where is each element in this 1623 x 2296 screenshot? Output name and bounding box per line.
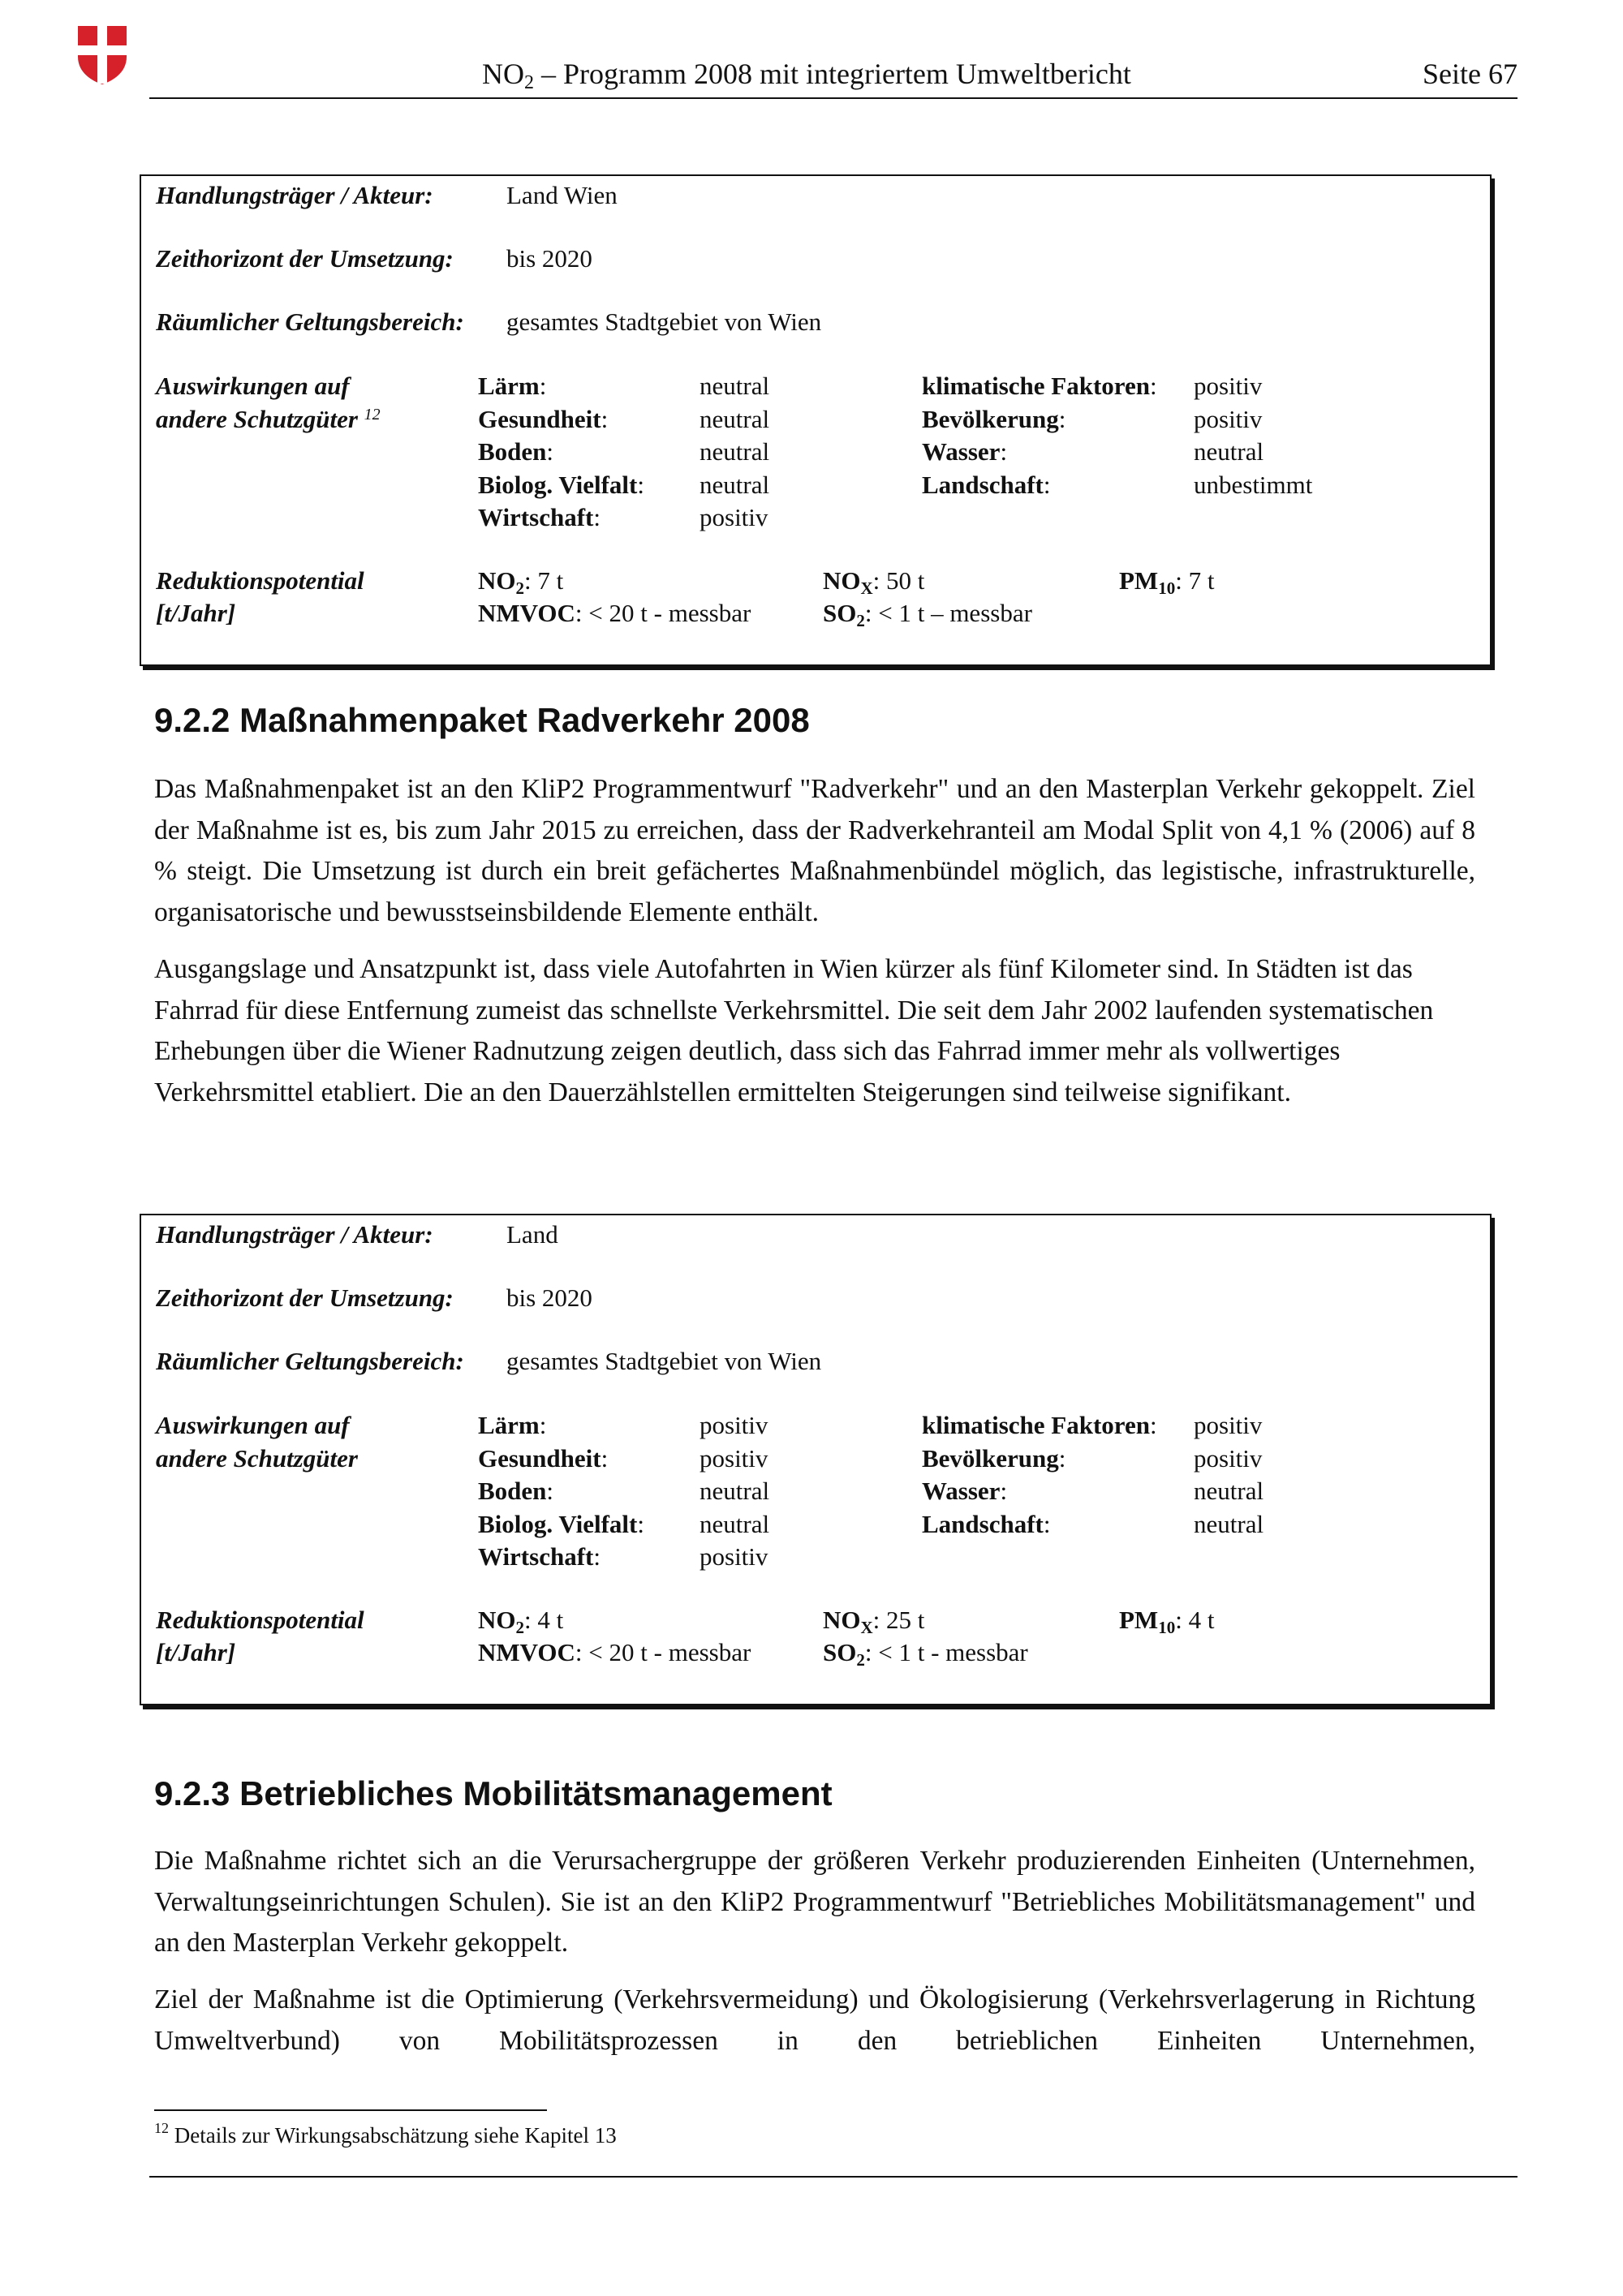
reduction-pm10: $PM_{10}$: 7 t — [1119, 566, 1215, 598]
effect-laerm-value: neutral — [700, 372, 770, 400]
measure-info-box-1 — [140, 174, 1492, 666]
effect-klima-value: positiv — [1194, 372, 1263, 400]
reduction-no2: $NO_2$: 7 t — [478, 566, 564, 598]
paragraph-922-1: Das Maßnahmenpaket ist an den KliP2 Programmentwurf "Radverkehr" und an den Masterplan Verkehr gekoppelt. Ziel der Maßnahme ist es, bis zum Jahr 2015 zu erreichen, dass der Radverkehranteil am Modal Split von 4,1 % (2006) auf 8 % steigt. Die Umsetzung ist durch ein breit gefächertes Maßnahmenbündel möglich, das legistische, infrastrukturelle, organisatorische und bewusstseinsbildende Elemente enthält. — [154, 774, 1475, 927]
reduction-so2: $SO_2$: < 1 t – messbar — [823, 599, 1032, 630]
effect-landschaft: Landschaft: — [922, 1510, 1051, 1538]
geltungsbereich-label: Räumlicher Geltungsbereich: — [156, 1347, 464, 1375]
effect-wasser: Wasser: — [922, 1477, 1008, 1505]
measure-info-box-2 — [140, 1214, 1492, 1705]
effect-gesundheit: Gesundheit: — [478, 405, 609, 433]
page-number: Seite 67 — [1423, 58, 1518, 90]
auswirkungen-label-line2: andere Schutzgüter $^{12}$ — [156, 405, 381, 433]
effect-boden: Boden: — [478, 1477, 554, 1505]
effect-boden: Boden: — [478, 437, 554, 466]
reduction-nox: $NO_X$: 50 t — [823, 566, 925, 598]
effect-gesundheit-value: neutral — [700, 405, 770, 433]
auswirkungen-label-line2: andere Schutzgüter — [156, 1444, 358, 1473]
reduction-nmvoc: NMVOC: < 20 t - messbar — [478, 1638, 751, 1666]
akteur-label: Handlungsträger / Akteur: — [156, 1220, 433, 1249]
section-heading-923: 9.2.3 Betriebliches Mobilitätsmanagement — [154, 1774, 833, 1812]
effect-bevoelkerung-value: positiv — [1194, 1444, 1263, 1473]
effect-bevoelkerung: Bevölkerung: — [922, 405, 1066, 433]
effect-laerm: Lärm: — [478, 372, 547, 400]
akteur-value: Land — [506, 1220, 558, 1249]
effect-biolog-value: neutral — [700, 1510, 770, 1538]
page-header — [149, 57, 1518, 99]
effect-klima-value: positiv — [1194, 1411, 1263, 1439]
effect-bevoelkerung: Bevölkerung: — [922, 1444, 1066, 1473]
reduction-so2: $SO_2$: < 1 t - messbar — [823, 1638, 1028, 1670]
zeithorizont-label: Zeithorizont der Umsetzung: — [156, 1283, 454, 1312]
footnote-ref: 12 — [364, 406, 381, 424]
document-title: $NO_2$ – Programm 2008 mit integriertem Umweltbericht — [482, 58, 1131, 93]
reduction-no2: $NO_2$: 4 t — [478, 1606, 564, 1637]
effect-landschaft: Landschaft: — [922, 471, 1051, 499]
paragraph-922-2: Ausgangslage und Ansatzpunkt ist, dass viele Autofahrten in Wien kürzer als fünf Kilometer sind. In Städten ist das Fahrrad für diese Entfernung zumeist das schnellste Verkehrsmittel. Die seit dem Jahr 2002 laufenden systematischen Erhebungen über die Wiener Radnutzung zeigen deutlich, dass sich das Fahrrad immer mehr als vollwertiges Verkehrsmittel etabliert. Die an den Dauerzählstellen ermittelten Steigerungen sind teilweise signifikant. — [154, 954, 1434, 1107]
effect-wirtschaft-value: positiv — [700, 1542, 768, 1571]
reduktion-label-line2: [t/Jahr] — [156, 1638, 236, 1666]
effect-gesundheit: Gesundheit: — [478, 1444, 609, 1473]
vienna-coat-of-arms-logo — [76, 24, 128, 86]
effect-gesundheit-value: positiv — [700, 1444, 768, 1473]
effect-bevoelkerung-value: positiv — [1194, 405, 1263, 433]
reduktion-label-line1: Reduktionspotential — [156, 1606, 364, 1634]
effect-klima: klimatische Faktoren: — [922, 1411, 1157, 1439]
effect-wirtschaft: Wirtschaft: — [478, 503, 601, 531]
effect-laerm: Lärm: — [478, 1411, 547, 1439]
reduction-nmvoc: NMVOC: < 20 t - messbar — [478, 599, 751, 627]
reduktion-label-line1: Reduktionspotential — [156, 566, 364, 595]
auswirkungen-label-line1: Auswirkungen auf — [156, 1411, 350, 1439]
paragraph-923-2: Ziel der Maßnahme ist die Optimierung (Verkehrsvermeidung) und Ökologisierung (Verkehrsverlagerung in Richtung Umweltverbund) von Mobilitätsprozessen in den betrieblichen Einheiten Unternehmen, — [154, 1984, 1475, 2056]
reduction-nox: $NO_X$: 25 t — [823, 1606, 925, 1637]
effect-boden-value: neutral — [700, 437, 770, 466]
footnote-separator — [154, 2109, 547, 2111]
zeithorizont-value: bis 2020 — [506, 1283, 592, 1312]
effect-wasser: Wasser: — [922, 437, 1008, 466]
effect-wasser-value: neutral — [1194, 437, 1264, 466]
page-footer-rule — [149, 2176, 1518, 2178]
geltungsbereich-value: gesamtes Stadtgebiet von Wien — [506, 1347, 822, 1375]
footnote: $^{12}$ Details zur Wirkungsabschätzung siehe Kapitel 13 — [154, 2120, 617, 2148]
paragraph-923-1: Die Maßnahme richtet sich an die Verursachergruppe der größeren Verkehr produzierenden Einheiten (Unternehmen, Verwaltungseinrichtungen Schulen). Sie ist an den KliP2 Programmentwurf "Betriebliches Mobilitätsmanagement" und an den Masterplan Verkehr gekoppelt. — [154, 1846, 1475, 1958]
effect-biolog: Biolog. Vielfalt: — [478, 1510, 644, 1538]
effect-biolog-value: neutral — [700, 471, 770, 499]
effect-landschaft-value: neutral — [1194, 1510, 1264, 1538]
effect-wirtschaft-value: positiv — [700, 503, 768, 531]
effect-landschaft-value: unbestimmt — [1194, 471, 1313, 499]
zeithorizont-value: bis 2020 — [506, 244, 592, 273]
auswirkungen-label-line1: Auswirkungen auf — [156, 372, 350, 400]
effect-laerm-value: positiv — [700, 1411, 768, 1439]
geltungsbereich-value: gesamtes Stadtgebiet von Wien — [506, 307, 822, 336]
effect-biolog: Biolog. Vielfalt: — [478, 471, 644, 499]
cross-horizontal — [78, 45, 127, 55]
reduction-pm10: $PM_{10}$: 4 t — [1119, 1606, 1215, 1637]
effect-wirtschaft: Wirtschaft: — [478, 1542, 601, 1571]
akteur-label: Handlungsträger / Akteur: — [156, 181, 433, 209]
zeithorizont-label: Zeithorizont der Umsetzung: — [156, 244, 454, 273]
effect-boden-value: neutral — [700, 1477, 770, 1505]
geltungsbereich-label: Räumlicher Geltungsbereich: — [156, 307, 464, 336]
effect-wasser-value: neutral — [1194, 1477, 1264, 1505]
reduktion-label-line2: [t/Jahr] — [156, 599, 236, 627]
effect-klima: klimatische Faktoren: — [922, 372, 1157, 400]
akteur-value: Land Wien — [506, 181, 618, 209]
section-heading-922: 9.2.2 Maßnahmenpaket Radverkehr 2008 — [154, 701, 810, 739]
